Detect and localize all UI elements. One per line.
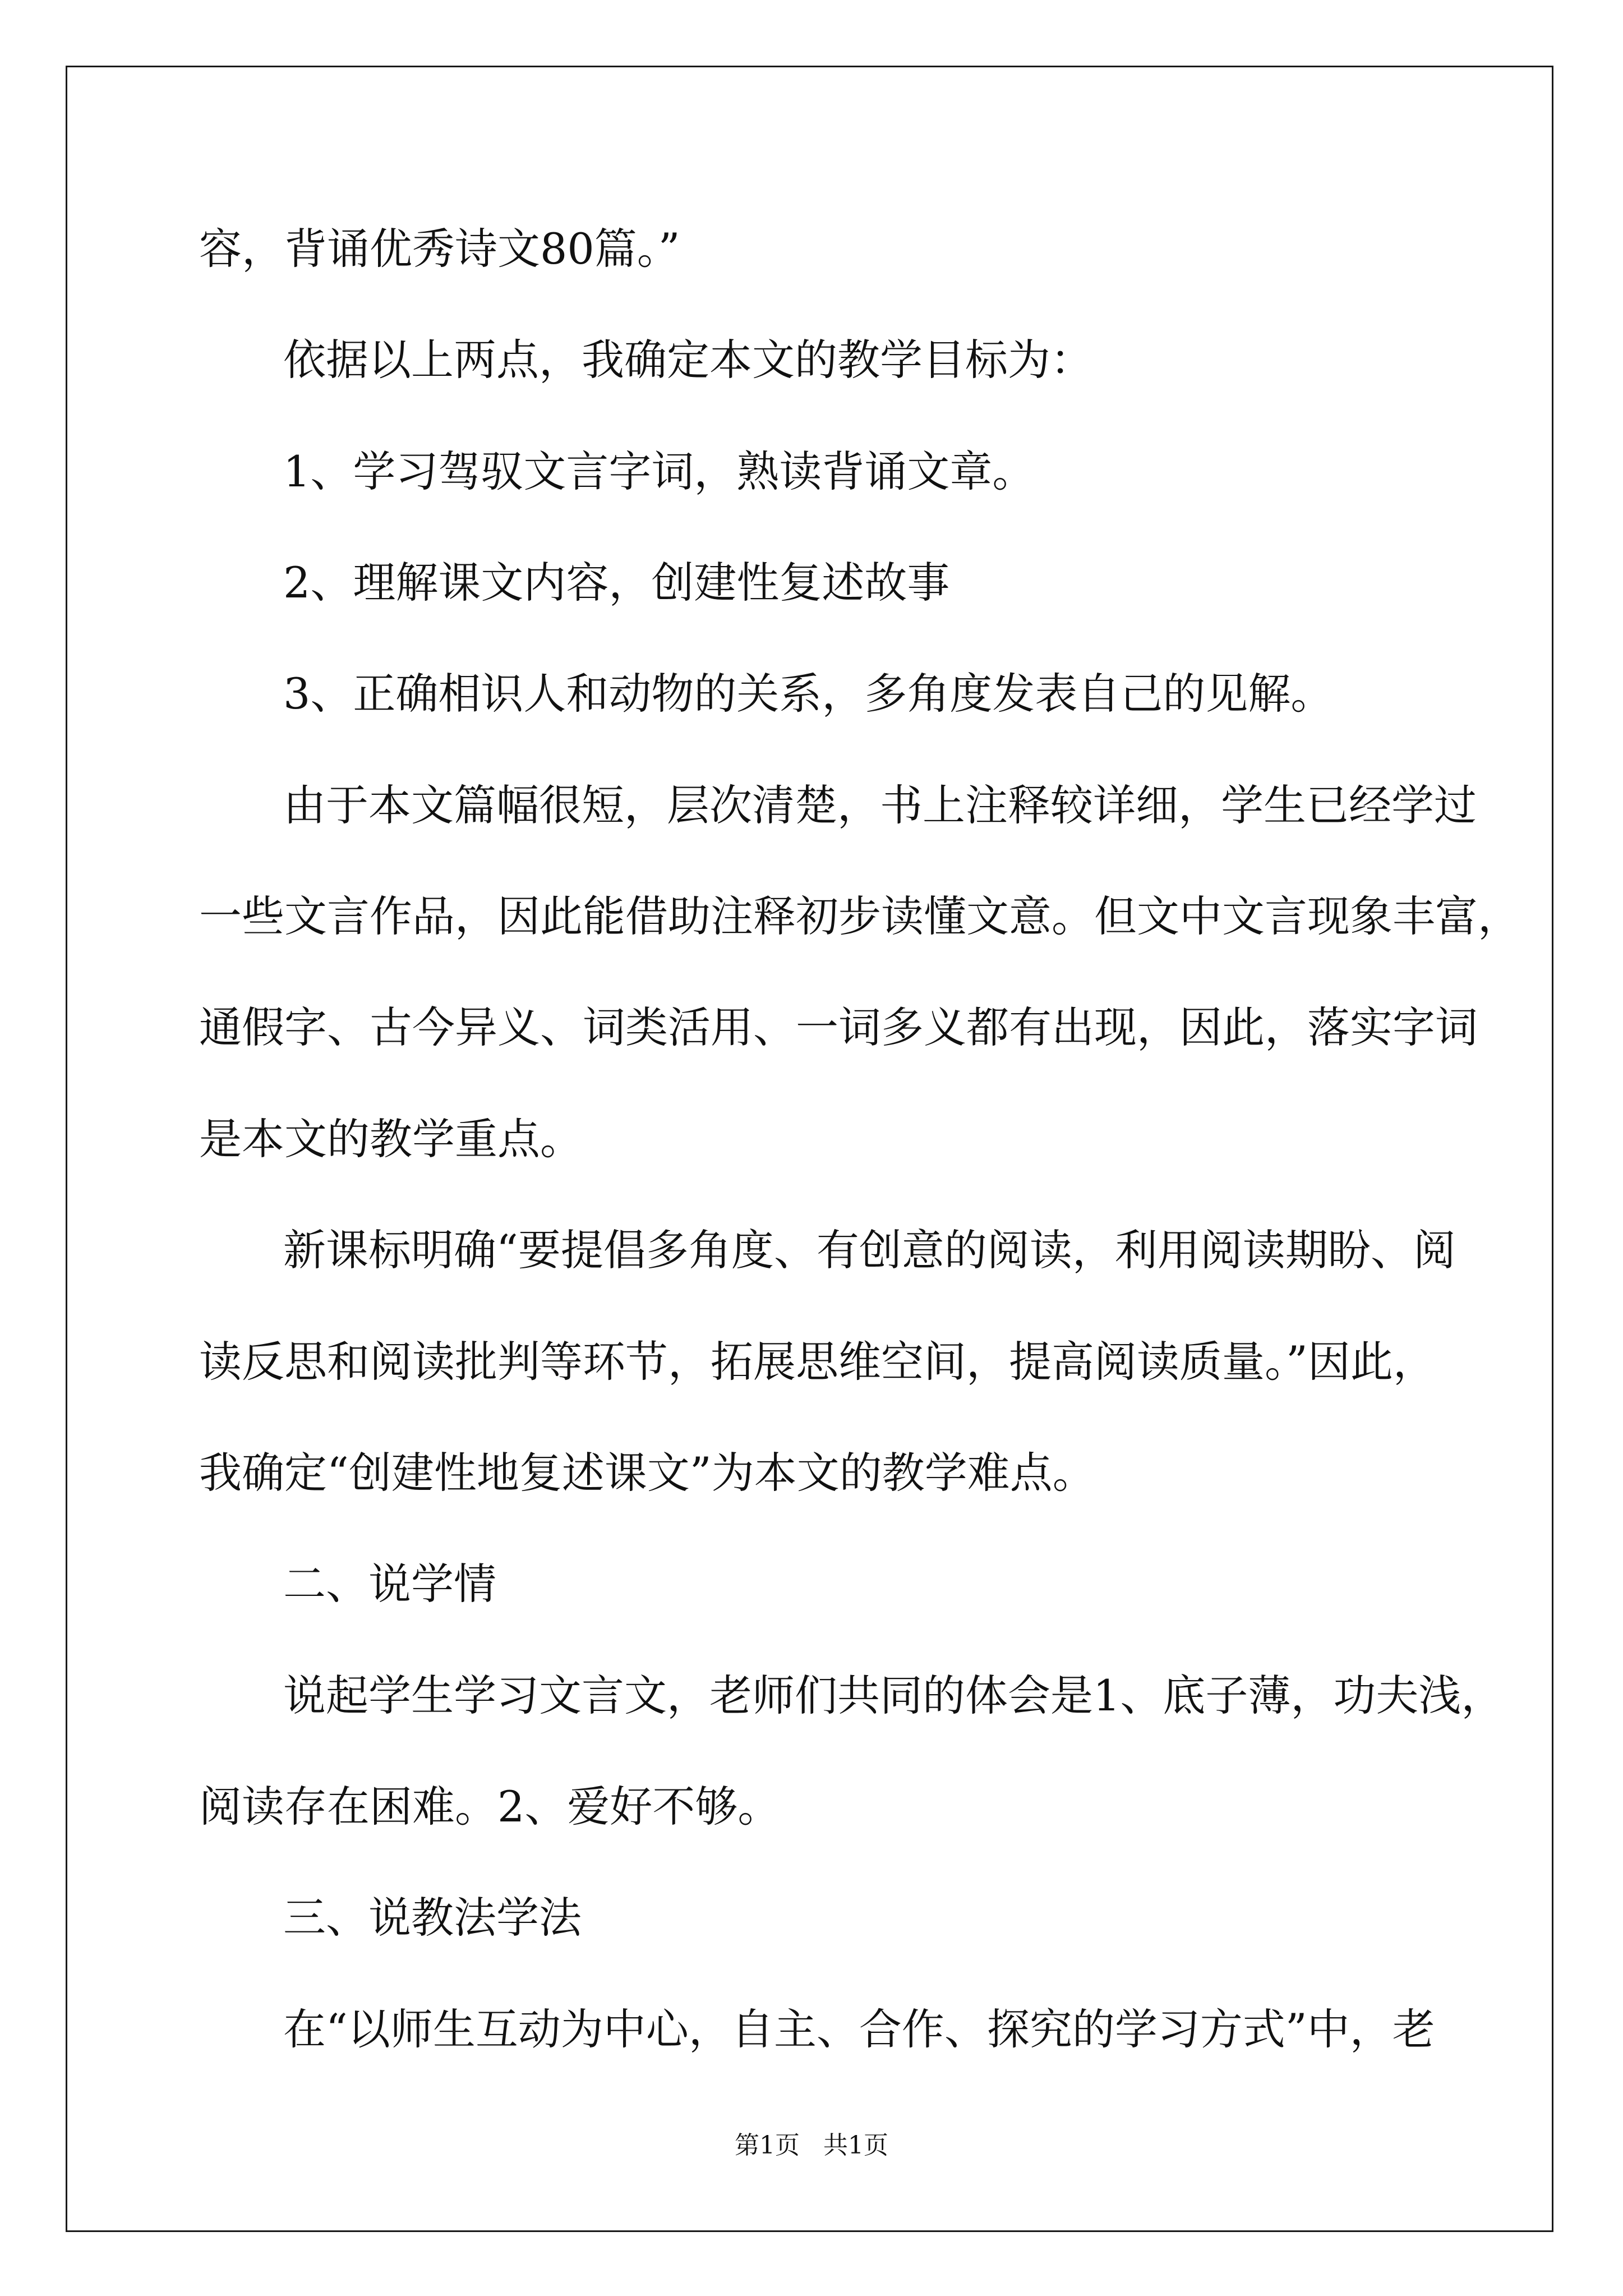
text-line-16: 三、说教法学法 (283, 1893, 582, 1943)
text-line-10: 新课标明确“要提倡多角度、有创意的阅读，利用阅读期盼、阅 (283, 1225, 1456, 1275)
text-line-2: 依据以上两点，我确定本文的教学目标为： (283, 335, 1093, 385)
text-line-12: 我确定“创建性地复述课文”为本文的教学难点。 (199, 1448, 1095, 1498)
text-line-8: 通假字、古今异义、词类活用、一词多义都有出现，因此，落实字词 (199, 1002, 1478, 1052)
text-line-6: 由于本文篇幅很短，层次清楚，书上注释较详细，学生已经学过 (283, 780, 1477, 830)
text-line-17: 在“以师生互动为中心，自主、合作、探究的学习方式”中，老 (283, 2004, 1435, 2054)
text-line-15: 阅读存在困难。2、爱好不够。 (199, 1782, 781, 1832)
text-line-9: 是本文的教学重点。 (199, 1114, 583, 1164)
text-line-13: 二、说学情 (283, 1559, 496, 1609)
text-line-7: 一些文言作品，因此能借助注释初步读懂文意。但文中文言现象丰富， (199, 891, 1520, 941)
text-line-1: 容，背诵优秀诗文80篇。” (199, 224, 680, 274)
text-line-3: 1、学习驾驭文言字词，熟读背诵文章。 (283, 447, 1035, 496)
text-line-14: 说起学生学习文言文，老师们共同的体会是1、底子薄，功夫浅， (283, 1671, 1504, 1720)
text-line-4: 2、理解课文内容，创建性复述故事 (283, 558, 950, 608)
page-footer: 第1页 共1页 (735, 2131, 888, 2160)
text-line-11: 读反思和阅读批判等环节，拓展思维空间，提高阅读质量。”因此， (199, 1337, 1436, 1387)
text-line-5: 3、正确相识人和动物的关系，多角度发表自己的见解。 (283, 669, 1334, 719)
